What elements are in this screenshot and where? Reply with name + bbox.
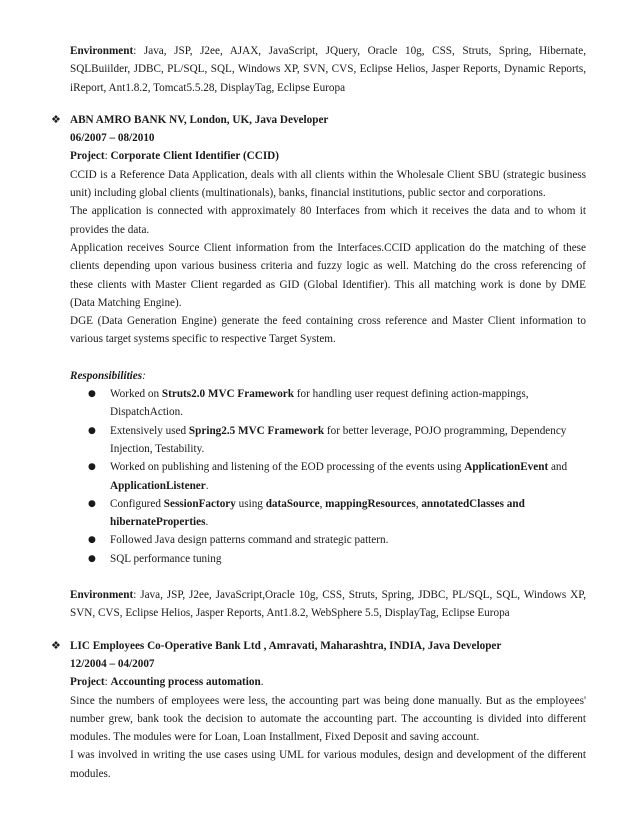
item-text: Followed Java design patterns command and strategic pattern. [110,534,389,547]
project-description-1: CCID is a Reference Data Application, deals with all clients within the Wholesale Client SBU (strategic business unit) including global clients (multinationals), banks, financial institutions, public sector and corporations. [70,168,586,200]
item-text: . [205,516,209,529]
item-text: Extensively used [110,424,189,437]
diamond-bullet-icon: ❖ [51,112,61,126]
project-name: Accounting process automation [110,676,261,689]
item-text: for better leverage, POJO programming, Dependency Injection, Testability. [110,424,567,455]
item-text: Worked on [110,388,162,401]
separator: . [260,676,264,689]
project-description-1: Since the numbers of employees were less, the accounting part was being done manually. But as the employees' number grew, bank took the decision to automate the accounting part. The accounting is divided into different modules. The modules were for Loan, Loan Installment, Fixed Deposit and saving account. [70,694,586,744]
round-bullet-icon: ● [88,389,96,400]
project-line [70,673,586,691]
separator: : [104,676,111,689]
list-item [88,458,586,495]
responsibilities-label: Responsibilities [70,369,143,382]
job-city: London [189,113,227,126]
job-city: Amravati [268,639,315,652]
item-keyword: dataSource [265,497,320,510]
item-text: SQL performance tuning [110,552,222,565]
separator: : [142,369,146,382]
list-item [88,385,586,422]
job-lic-bank [51,637,586,783]
project-name: Corporate Client Identifier (CCID) [110,150,279,163]
separator: : [104,150,111,163]
project-label: Project [70,150,105,163]
environment-text: : Java, JSP, J2ee, AJAX, JavaScript, JQuery, Oracle 10g, CSS, Struts, Spring, Hibernate, SQLBuiilder, JDBC, PL/SQL, SQL, Windows XP, SVN, CVS, Eclipse Helios, Jasper Reports, Dynamic Reports, iReport, Ant1.8.2, Tomcat5.5.28, DisplayTag, Eclipse Europa [70,45,586,94]
job-abn-amro [51,111,586,623]
item-text: , [319,497,326,510]
list-item [88,531,586,549]
item-text: for handling user request defining action-mappings, DispatchAction. [110,388,529,419]
diamond-bullet-icon: ❖ [51,638,61,652]
item-text: using [235,497,266,510]
job-state: Maharashtra [320,639,384,652]
project-label: Project [70,676,105,689]
separator: , [249,113,255,126]
environment-text: : Java, JSP, J2ee, JavaScript,Oracle 10g, CSS, Struts, Spring, JDBC, PL/SQL, SQL, Windows XP, SVN, CVS, Eclipse Helios, Jasper Reports, Ant1.8.2, WebSphere 5.5, DisplayTag, Eclipse Europa [70,589,586,620]
list-item [88,550,586,568]
job-dates: 06/2007 – 08/2010 [70,132,155,145]
environment-line [70,586,586,623]
round-bullet-icon: ● [88,462,96,473]
item-keyword: mappingResources [325,497,416,510]
project-description-4: DGE (Data Generation Engine) generate the feed containing cross reference and Master Client information to various target systems specific to respective Target System. [70,315,586,346]
separator: , [260,639,269,652]
item-keyword: SessionFactory [163,497,236,510]
round-bullet-icon: ● [88,498,96,509]
project-description-2: The application is connected with approximately 80 Interfaces from which it receives the data and to whom it provides the data. [70,205,586,236]
round-bullet-icon: ● [88,553,96,564]
job-role: Java Developer [254,113,329,126]
item-text: Configured [110,497,164,510]
project-line [70,147,586,165]
item-keyword: Spring2.5 MVC Framework [188,424,325,437]
separator: , [314,639,321,652]
job-header [70,637,586,655]
item-text: . [205,479,209,492]
item-text: and [548,461,568,474]
separator: , [383,639,390,652]
list-item [88,495,586,532]
company-name: ABN AMRO BANK NV [70,113,184,126]
item-keyword: ApplicationEvent [464,461,549,474]
round-bullet-icon: ● [88,425,96,436]
project-description-2: I was involved in writing the use cases using UML for various modules, design and development of the different modules. [70,749,586,780]
separator: , [226,113,233,126]
environment-label: Environment [70,589,134,602]
environment-line-previous [70,42,586,97]
separator: , [422,639,428,652]
environment-label: Environment [70,45,134,57]
job-country: UK [232,113,250,126]
job-country: INDIA [389,639,423,652]
job-dates: 12/2004 – 04/2007 [70,657,155,670]
separator: , [183,113,190,126]
responsibilities-list [70,385,586,568]
round-bullet-icon: ● [88,535,96,546]
job-header [70,111,586,129]
project-description-3: Application receives Source Client information from the Interfaces.CCID application do the matching of these clients depending upon various business criteria and fuzzy logic as well. Matching do the cross referencing of these clients with Master Client regarded as GID (Global Identifier). This all matching work is done by DME (Data Matching Engine). [70,241,586,309]
item-keyword: annotatedClasses and hibernateProperties [110,497,525,529]
item-text: Worked on publishing and listening of the EOD processing of the events using [110,461,465,474]
item-text: , [415,497,422,510]
item-keyword: ApplicationListener [110,479,206,492]
company-name: LIC Employees Co-Operative Bank Ltd [70,639,261,652]
responsibilities-heading [70,367,586,385]
item-keyword: Struts2.0 MVC Framework [161,388,294,401]
job-role: Java Developer [427,639,502,652]
list-item [88,422,586,459]
